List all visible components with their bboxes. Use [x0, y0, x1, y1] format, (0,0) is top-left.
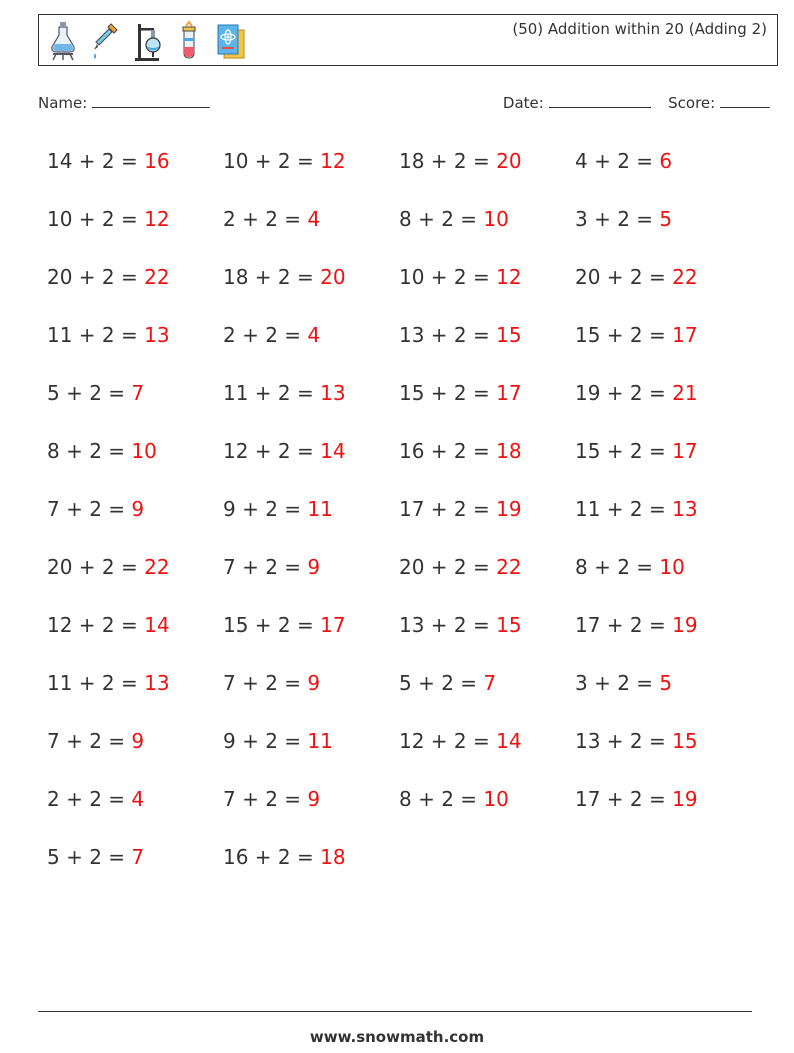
problem-cell — [399, 786, 575, 812]
date-score-fields — [503, 93, 770, 112]
problem-row — [47, 496, 767, 554]
problem-cell — [223, 496, 399, 522]
problem-row — [47, 206, 767, 264]
problem-question: 17 + 2 = — [399, 497, 490, 521]
problem-answer: 13 — [320, 381, 346, 405]
problem-question: 9 + 2 = — [223, 497, 302, 521]
problem-cell — [575, 496, 751, 522]
problem-answer: 16 — [144, 149, 170, 173]
problem-question: 8 + 2 = — [399, 787, 478, 811]
date-label: Date: — [502, 94, 544, 112]
problem-row — [47, 322, 767, 380]
problem-answer: 15 — [672, 729, 698, 753]
problem-grid — [47, 148, 767, 902]
problem-answer: 9 — [307, 555, 321, 579]
problem-cell — [575, 380, 751, 406]
problem-answer: 9 — [307, 787, 321, 811]
problem-answer: 15 — [496, 613, 522, 637]
problem-row — [47, 438, 767, 496]
problem-answer: 17 — [672, 439, 698, 463]
test-tube-icon — [173, 20, 205, 62]
problem-row — [47, 670, 767, 728]
problem-question: 13 + 2 = — [399, 323, 490, 347]
problem-question: 15 + 2 = — [575, 323, 666, 347]
problem-answer: 11 — [307, 729, 333, 753]
problem-answer: 7 — [131, 381, 145, 405]
problem-cell — [575, 206, 751, 232]
problem-answer: 22 — [144, 555, 170, 579]
problem-cell — [575, 786, 751, 812]
problem-cell — [223, 322, 399, 348]
problem-question: 10 + 2 = — [399, 265, 490, 289]
problem-question: 15 + 2 = — [223, 613, 314, 637]
problem-cell — [399, 496, 575, 522]
problem-cell — [575, 438, 751, 464]
footer-divider — [38, 1011, 752, 1012]
problem-answer: 19 — [496, 497, 522, 521]
problem-cell — [47, 322, 223, 348]
dropper-icon — [89, 20, 121, 62]
problem-answer: 7 — [483, 671, 497, 695]
problem-cell — [399, 148, 575, 174]
date-blank[interactable] — [549, 93, 651, 108]
problem-question: 5 + 2 = — [47, 845, 126, 869]
problem-answer: 11 — [307, 497, 333, 521]
problem-answer: 15 — [496, 323, 522, 347]
problem-answer: 10 — [659, 555, 685, 579]
problem-answer: 13 — [672, 497, 698, 521]
problem-cell — [47, 496, 223, 522]
footer-website: www.snowmath.com — [309, 1028, 485, 1046]
name-blank[interactable] — [92, 93, 210, 108]
problem-row — [47, 844, 767, 902]
problem-cell — [399, 438, 575, 464]
problem-cell — [399, 380, 575, 406]
problem-answer: 10 — [483, 207, 509, 231]
problem-question: 2 + 2 = — [223, 207, 302, 231]
problem-cell — [399, 612, 575, 638]
problem-answer: 18 — [320, 845, 346, 869]
problem-cell — [399, 554, 575, 580]
problem-row — [47, 728, 767, 786]
problem-row — [47, 612, 767, 670]
problem-cell — [223, 148, 399, 174]
problem-row — [47, 786, 767, 844]
problem-question: 19 + 2 = — [575, 381, 666, 405]
name-field — [38, 93, 210, 112]
problem-cell — [575, 148, 751, 174]
problem-answer: 17 — [320, 613, 346, 637]
problem-cell — [575, 728, 751, 754]
problem-row — [47, 554, 767, 612]
problem-cell — [399, 728, 575, 754]
problem-answer: 20 — [496, 149, 522, 173]
problem-answer: 4 — [307, 323, 321, 347]
problem-question: 7 + 2 = — [223, 555, 302, 579]
lab-stand-icon — [131, 20, 163, 62]
problem-answer: 17 — [496, 381, 522, 405]
problem-cell — [47, 554, 223, 580]
problem-answer: 10 — [131, 439, 157, 463]
problem-question: 5 + 2 = — [47, 381, 126, 405]
problem-cell — [223, 206, 399, 232]
problem-cell — [223, 438, 399, 464]
problem-cell — [223, 264, 399, 290]
problem-question: 10 + 2 = — [223, 149, 314, 173]
problem-answer: 9 — [131, 497, 145, 521]
problem-cell — [47, 670, 223, 696]
problem-answer: 22 — [496, 555, 522, 579]
problem-question: 8 + 2 = — [575, 555, 654, 579]
problem-cell — [399, 670, 575, 696]
problem-cell — [47, 612, 223, 638]
problem-answer: 21 — [672, 381, 698, 405]
problem-cell — [47, 844, 223, 870]
problem-answer: 20 — [320, 265, 346, 289]
problem-answer: 5 — [659, 207, 673, 231]
problem-cell — [399, 264, 575, 290]
problem-cell — [223, 554, 399, 580]
name-label: Name: — [38, 94, 88, 112]
problem-question: 20 + 2 = — [47, 265, 138, 289]
score-label: Score: — [668, 94, 716, 112]
problem-question: 18 + 2 = — [399, 149, 490, 173]
problem-answer: 22 — [144, 265, 170, 289]
problem-question: 7 + 2 = — [223, 671, 302, 695]
problem-answer: 14 — [144, 613, 170, 637]
problem-cell — [223, 612, 399, 638]
problem-question: 7 + 2 = — [223, 787, 302, 811]
problem-cell — [223, 670, 399, 696]
problem-question: 8 + 2 = — [47, 439, 126, 463]
problem-question: 20 + 2 = — [399, 555, 490, 579]
problem-question: 13 + 2 = — [575, 729, 666, 753]
problem-answer: 9 — [131, 729, 145, 753]
problem-question: 12 + 2 = — [223, 439, 314, 463]
problem-question: 11 + 2 = — [223, 381, 314, 405]
problem-cell — [575, 612, 751, 638]
problem-answer: 19 — [672, 613, 698, 637]
problem-question: 13 + 2 = — [399, 613, 490, 637]
problem-question: 16 + 2 = — [399, 439, 490, 463]
problem-cell — [575, 322, 751, 348]
problem-answer: 4 — [307, 207, 321, 231]
problem-question: 5 + 2 = — [399, 671, 478, 695]
problem-question: 2 + 2 = — [223, 323, 302, 347]
problem-question: 15 + 2 = — [575, 439, 666, 463]
problem-cell — [47, 786, 223, 812]
problem-answer: 9 — [307, 671, 321, 695]
problem-question: 10 + 2 = — [47, 207, 138, 231]
score-blank[interactable] — [720, 93, 770, 108]
header-box — [38, 14, 778, 66]
problem-answer: 14 — [496, 729, 522, 753]
problem-cell — [47, 380, 223, 406]
problem-answer: 22 — [672, 265, 698, 289]
problem-question: 20 + 2 = — [575, 265, 666, 289]
problem-question: 18 + 2 = — [223, 265, 314, 289]
problem-question: 11 + 2 = — [47, 323, 138, 347]
problem-answer: 18 — [496, 439, 522, 463]
problem-cell — [47, 728, 223, 754]
problem-answer: 5 — [659, 671, 673, 695]
problem-question: 12 + 2 = — [47, 613, 138, 637]
problem-question: 16 + 2 = — [223, 845, 314, 869]
problem-answer: 6 — [659, 149, 673, 173]
problem-cell — [223, 844, 399, 870]
problem-question: 17 + 2 = — [575, 613, 666, 637]
problem-answer: 19 — [672, 787, 698, 811]
problem-cell — [47, 438, 223, 464]
problem-question: 7 + 2 = — [47, 729, 126, 753]
problem-question: 7 + 2 = — [47, 497, 126, 521]
problem-question: 3 + 2 = — [575, 671, 654, 695]
problem-question: 9 + 2 = — [223, 729, 302, 753]
problem-answer: 4 — [131, 787, 145, 811]
problem-answer: 17 — [672, 323, 698, 347]
problem-answer: 12 — [496, 265, 522, 289]
problem-cell — [399, 206, 575, 232]
problem-question: 12 + 2 = — [399, 729, 490, 753]
flask-icon — [47, 20, 79, 62]
problem-answer: 12 — [144, 207, 170, 231]
problem-question: 14 + 2 = — [47, 149, 138, 173]
problem-cell — [575, 554, 751, 580]
problem-question: 20 + 2 = — [47, 555, 138, 579]
problem-cell — [399, 322, 575, 348]
problem-answer: 12 — [320, 149, 346, 173]
problem-answer: 7 — [131, 845, 145, 869]
problem-cell — [223, 380, 399, 406]
problem-answer: 13 — [144, 323, 170, 347]
problem-cell — [575, 670, 751, 696]
problem-question: 2 + 2 = — [47, 787, 126, 811]
problem-row — [47, 148, 767, 206]
problem-answer: 14 — [320, 439, 346, 463]
icon-strip — [47, 20, 247, 62]
problem-question: 11 + 2 = — [47, 671, 138, 695]
problem-cell — [47, 148, 223, 174]
problem-question: 4 + 2 = — [575, 149, 654, 173]
problem-answer: 10 — [483, 787, 509, 811]
problem-row — [47, 380, 767, 438]
problem-cell — [47, 264, 223, 290]
problem-question: 11 + 2 = — [575, 497, 666, 521]
problem-question: 17 + 2 = — [575, 787, 666, 811]
problem-cell — [47, 206, 223, 232]
worksheet-title: (50) Addition within 20 (Adding 2) — [512, 20, 767, 38]
science-book-icon — [215, 20, 247, 62]
problem-cell — [575, 264, 751, 290]
problem-question: 3 + 2 = — [575, 207, 654, 231]
problem-cell — [223, 786, 399, 812]
problem-row — [47, 264, 767, 322]
problem-question: 8 + 2 = — [399, 207, 478, 231]
problem-answer: 13 — [144, 671, 170, 695]
problem-cell — [223, 728, 399, 754]
problem-question: 15 + 2 = — [399, 381, 490, 405]
